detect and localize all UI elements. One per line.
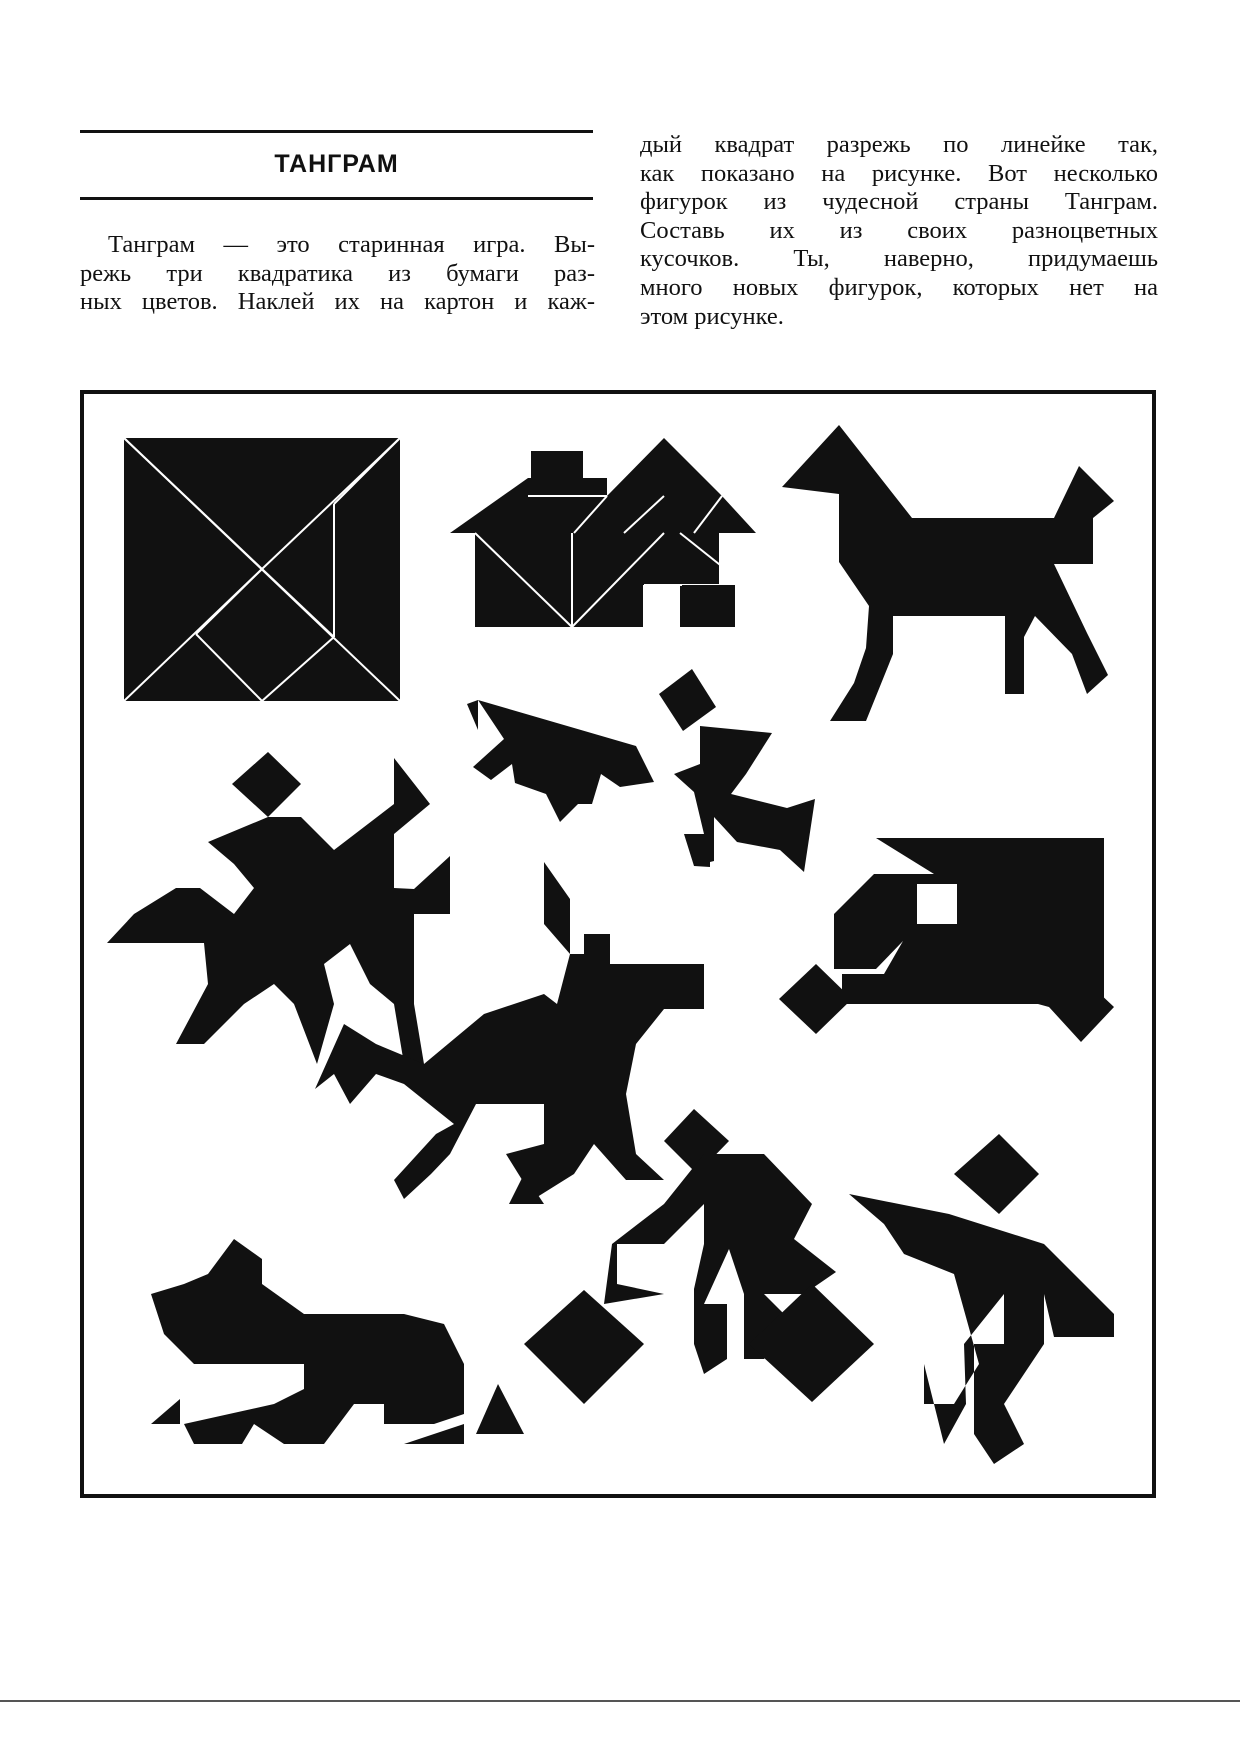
- title-top-rule: [80, 130, 593, 133]
- right-column: [640, 131, 1158, 331]
- text-line: как показано на рисунке. Вот несколько: [640, 159, 1158, 187]
- title-bottom-rule: [80, 197, 593, 200]
- text-line: много новых фигурок, которых нет на: [640, 273, 1158, 301]
- tangram-figure-frame: [80, 390, 1156, 1498]
- text-line: фигурок из чудесной страны Танграм.: [640, 188, 1158, 216]
- article-title: ТАНГРАМ: [274, 150, 399, 178]
- horse: [782, 425, 1114, 721]
- text-line: этом рисунке.: [640, 302, 784, 330]
- tangram-square: [124, 438, 400, 701]
- man-pushing-cart: [467, 669, 815, 872]
- lion: [151, 1239, 524, 1444]
- running-man: [849, 1134, 1114, 1464]
- tangram-figure: [84, 394, 1152, 1494]
- text-line: кусочков. Ты, наверно, придумаешь: [640, 245, 1158, 273]
- text-line: режь три квадратика из бумаги раз-: [80, 259, 595, 287]
- house: [450, 438, 756, 627]
- text-line: дый квадрат разрежь по линейке так,: [640, 131, 1158, 158]
- left-column: [80, 231, 595, 317]
- text-line: Танграм — это старинная игра. Вы-: [108, 231, 595, 258]
- truck: [779, 838, 1114, 1042]
- text-line: ных цветов. Наклей их на картон и каж-: [80, 288, 595, 316]
- text-line: Составь их из своих разноцветных: [640, 216, 1158, 244]
- page-bottom-rule: [0, 1700, 1240, 1702]
- rider-on-horse: [107, 752, 450, 1064]
